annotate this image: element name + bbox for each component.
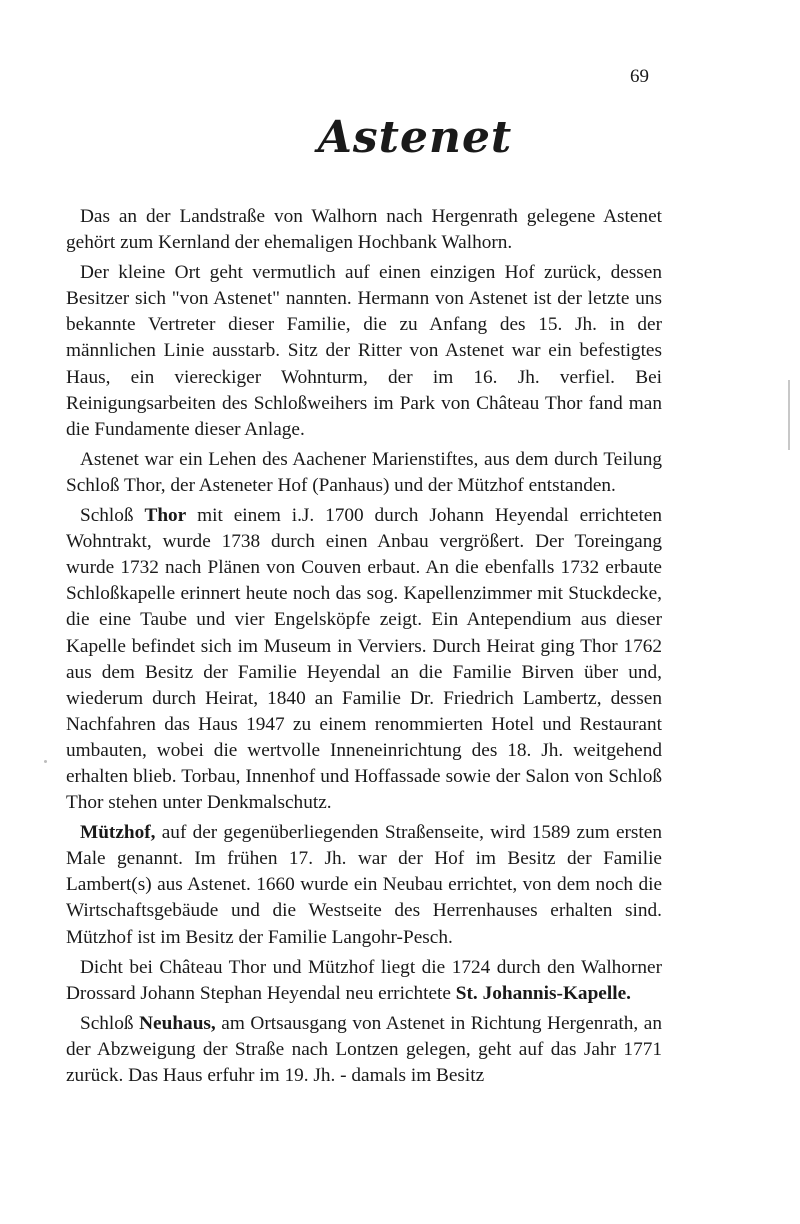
paragraph (66, 260, 662, 443)
paragraph-text: Schloß (80, 1012, 140, 1034)
paragraph-text: Schloß (80, 505, 145, 527)
bold-term: St. Johannis-Kapelle. (455, 982, 631, 1004)
paragraph (66, 1011, 662, 1089)
page-title: Astenet (317, 112, 513, 163)
paragraph-text: auf der gegenüberliegenden Straßenseite, wird 1589 zum ersten Male genannt. Im frühen 17. Jh. war der Hof im Besitz der Familie Lambert(s) aus Astenet. 1660 wurde ein Neubau errichtet, von dem noch die Wirtschaftsgebäude und die Westseite des Herrenhauses erhalten sind. Mützhof ist im Besitz der Familie Langohr-Pesch. (66, 822, 662, 948)
paragraph-text: Der kleine Ort geht vermutlich auf einen einzigen Hof zurück, dessen Besitzer sich "von Astenet" nannten. Hermann von Astenet ist der letzte uns bekannte Vertreter dieser Familie, die zu Anfang des 15. Jh. in der männlichen Linie ausstarb. Sitz der Ritter von Astenet war ein befestigtes Haus, ein viereckiger Wohnturm, der im 16. Jh. verfiel. Bei Reinigungsarbeiten des Schloßweihers im Park von Château Thor fand man die Fundamente dieser Anlage. (66, 262, 662, 440)
paragraph (66, 955, 662, 1007)
paragraph (66, 447, 662, 499)
paragraph-text: Das an der Landstraße von Walhorn nach Hergenrath gelegene Astenet gehört zum Kernland der ehemaligen Hochbank Walhorn. (66, 206, 662, 254)
page-number: 69 (630, 66, 649, 87)
paragraph-text: am Ortsausgang von Astenet in Richtung Hergenrath, an der Abzweigung der Straße nach Lontzen gelegen, geht auf das Jahr 1771 zurück. Das Haus erfuhr im 19. Jh. - damals im Besitz (66, 1012, 662, 1086)
paragraph (66, 204, 662, 256)
paragraph (66, 503, 662, 816)
scan-dot-mark (44, 760, 47, 763)
body-text (66, 204, 662, 1089)
paragraph-text: Astenet war ein Lehen des Aachener Marienstiftes, aus dem durch Teilung Schloß Thor, der Asteneter Hof (Panhaus) und der Mützhof entstanden. (66, 448, 662, 496)
scan-edge-mark (788, 380, 790, 450)
paragraph-text: mit einem i.J. 1700 durch Johann Heyendal errichteten Wohntrakt, wurde 1738 durch einen Anbau vergrößert. Der Toreingang wurde 1732 nach Plänen von Couven erbaut. An die ebenfalls 1732 erbaute Schloßkapelle erinnert heute noch das sog. Kapellenzimmer mit Stuckdecke, die eine Taube und vier Engelsköpfe zeigt. Ein Antependium aus dieser Kapelle befindet sich im Museum in Verviers. Durch Heirat ging Thor 1762 aus dem Besitz der Familie Heyendal an die Familie Birven über und, wiederum durch Heirat, 1840 an Familie Dr. Friedrich Lambertz, dessen Nachfahren das Haus 1947 zu einem renommierten Hotel und Restaurant umbauten, wobei die wertvolle Inneneinrichtung des 18. Jh. weitgehend erhalten blieb. Torbau, Innenhof und Hoffassade sowie der Salon von Schloß Thor stehen unter Denkmalschutz. (66, 505, 662, 814)
bold-term: Neuhaus, (139, 1012, 216, 1034)
paragraph (66, 820, 662, 950)
bold-term: Thor (144, 505, 187, 527)
bold-term: Mützhof, (80, 822, 156, 844)
paragraph-text: Dicht bei Château Thor und Mützhof liegt die 1724 durch den Walhorner Drossard Johann Stephan Heyendal neu errichtete (66, 956, 662, 1004)
